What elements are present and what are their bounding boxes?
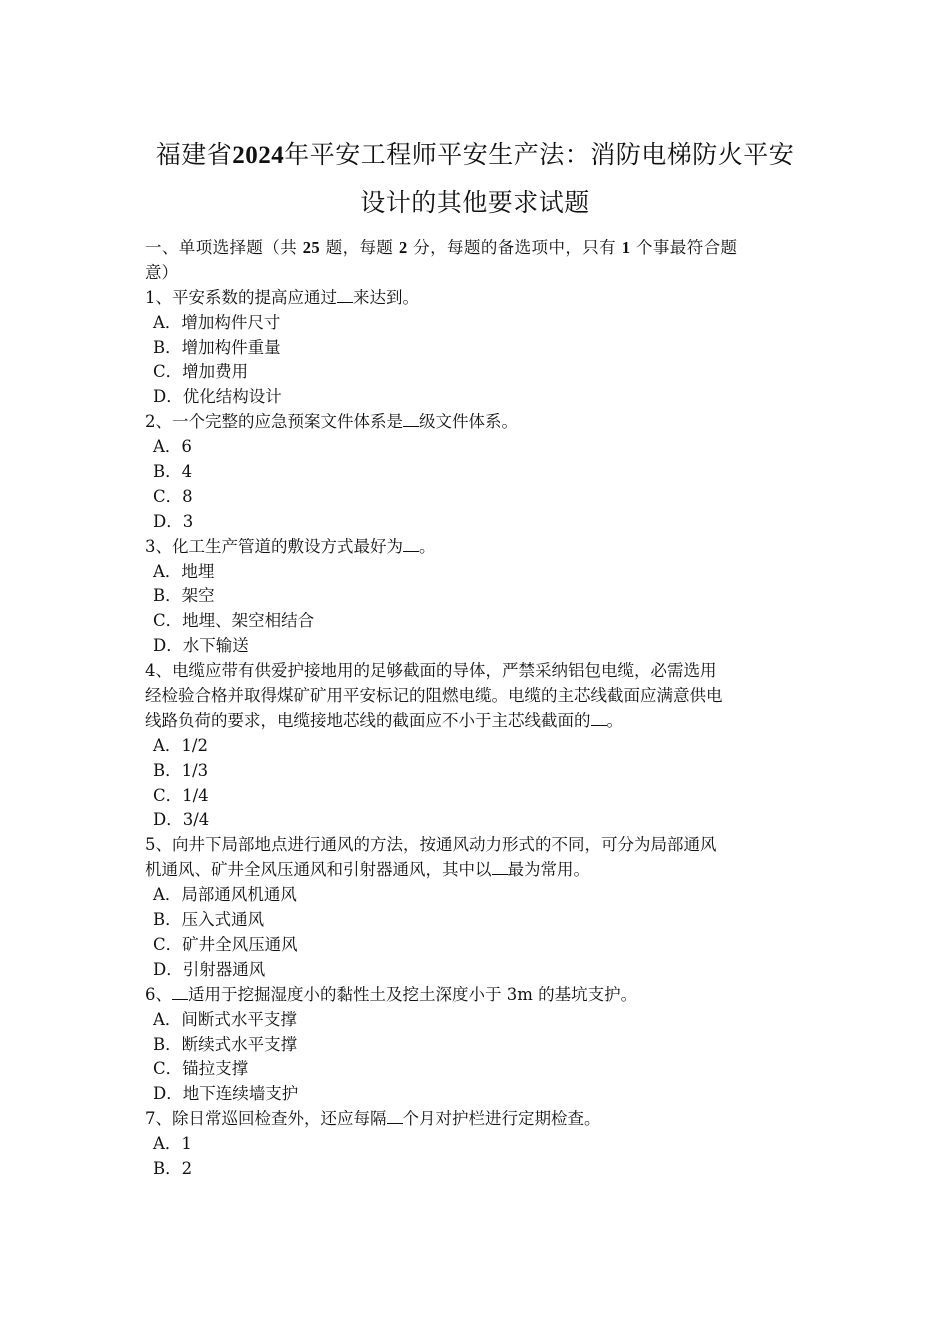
answer-blank xyxy=(403,537,419,552)
question-7-stem xyxy=(145,1107,813,1132)
question-2-option-a: A．6 xyxy=(153,437,192,457)
question-3-option-d: D．水下输送 xyxy=(153,636,249,656)
question-text: 。 xyxy=(606,710,623,730)
question-5-option-c: C．矿井全风压通风 xyxy=(153,934,298,954)
question-5-option-d: D．引射器通风 xyxy=(153,959,266,979)
answer-blank xyxy=(492,860,508,875)
answer-blank xyxy=(337,288,353,303)
question-count: 25 xyxy=(302,238,321,257)
question-4-stem-line-2: 经检验合格并取得煤矿矿用平安标记的阻燃电缆。电缆的主芯线截面应满意供电 xyxy=(145,686,723,706)
question-4-option-a: A．1/2 xyxy=(153,735,208,755)
question-1-option-a: A．增加构件尺寸 xyxy=(153,312,281,332)
question-3-stem xyxy=(145,535,813,560)
question-text: 机通风、矿井全风压通风和引射器通风，其中以 xyxy=(145,860,492,880)
question-5-stem-line-1: 5、向井下局部地点进行通风的方法，按通风动力形式的不同，可分为局部通风 xyxy=(145,835,717,855)
answer-blank xyxy=(591,711,607,726)
question-1-option-d: D．优化结构设计 xyxy=(153,387,282,407)
exam-content xyxy=(145,236,813,1182)
question-6-option-d: D．地下连续墙支护 xyxy=(153,1084,299,1104)
question-3-option-b: B．架空 xyxy=(153,586,215,606)
question-3-option-a: A．地埋 xyxy=(153,561,215,581)
question-text: 级文件体系。 xyxy=(419,412,518,432)
section-heading xyxy=(145,236,813,261)
question-6-option-b: B．断续式水平支撑 xyxy=(153,1034,298,1054)
answer-blank xyxy=(403,412,419,427)
question-text: 适用于挖掘湿度小的黏性土及挖土深度小于 3m 的基坑支护。 xyxy=(188,984,638,1004)
question-1-option-c: C．增加费用 xyxy=(153,362,249,382)
only-one-number: 1 xyxy=(621,238,631,257)
question-4-option-d: D．3/4 xyxy=(153,810,210,830)
question-text: 最为常用。 xyxy=(507,860,590,880)
question-text: 1、平安系数的提高应通过 xyxy=(145,287,337,307)
title-suffix: 年平安工程师平安生产法：消防电梯防火平安 xyxy=(284,140,795,169)
section-intro-d: 个事最符合题 xyxy=(630,238,738,257)
title-prefix: 福建省 xyxy=(155,140,233,169)
question-4-stem-line-3 xyxy=(145,709,813,734)
question-2-option-b: B．4 xyxy=(153,462,193,482)
question-2-option-c: C．8 xyxy=(153,486,193,506)
points-per-question: 2 xyxy=(398,238,408,257)
section-heading-cont: 意） xyxy=(145,262,178,282)
question-text: 3、化工生产管道的敷设方式最好为 xyxy=(145,536,403,556)
question-5-option-a: A．局部通风机通风 xyxy=(153,885,297,905)
title-year: 2024 xyxy=(232,142,285,169)
question-text: 来达到。 xyxy=(353,287,419,307)
document-title-line-1 xyxy=(100,140,850,171)
document-title-line-2: 设计的其他要求试题 xyxy=(360,188,590,217)
question-1-stem xyxy=(145,286,813,311)
question-5-stem-line-2 xyxy=(145,858,813,883)
question-6-stem xyxy=(145,983,813,1008)
question-text: 个月对护栏进行定期检查。 xyxy=(402,1109,601,1129)
question-2-stem xyxy=(145,410,813,435)
question-text: 2、一个完整的应急预案文件体系是 xyxy=(145,412,403,432)
section-intro-b: 题，每题 xyxy=(320,238,399,257)
answer-blank xyxy=(172,985,188,1000)
question-3-option-c: C．地埋、架空相结合 xyxy=(153,611,315,631)
question-6-option-a: A．间断式水平支撑 xyxy=(153,1009,297,1029)
question-7-option-a: A．1 xyxy=(153,1134,192,1154)
section-intro-a: 一、单项选择题（共 xyxy=(145,238,303,257)
answer-blank xyxy=(387,1109,403,1124)
question-text: 7、除日常巡回检查外，还应每隔 xyxy=(145,1109,387,1129)
question-6-option-c: C．锚拉支撑 xyxy=(153,1059,249,1079)
question-text: 。 xyxy=(419,536,436,556)
question-4-option-c: C．1/4 xyxy=(153,785,209,805)
question-1-option-b: B．增加构件重量 xyxy=(153,337,281,357)
question-7-option-b: B．2 xyxy=(153,1158,193,1178)
section-intro-c: 分，每题的备选项中，只有 xyxy=(407,238,622,257)
question-4-stem-line-1: 4、电缆应带有供爱护接地用的足够截面的导体，严禁采纳铝包电缆，必需选用 xyxy=(145,661,717,681)
question-2-option-d: D．3 xyxy=(153,511,194,531)
question-4-option-b: B．1/3 xyxy=(153,760,209,780)
question-text: 线路负荷的要求，电缆接地芯线的截面应不小于主芯线截面的 xyxy=(145,710,591,730)
question-text: 6、 xyxy=(145,984,172,1004)
question-5-option-b: B．压入式通风 xyxy=(153,910,265,930)
